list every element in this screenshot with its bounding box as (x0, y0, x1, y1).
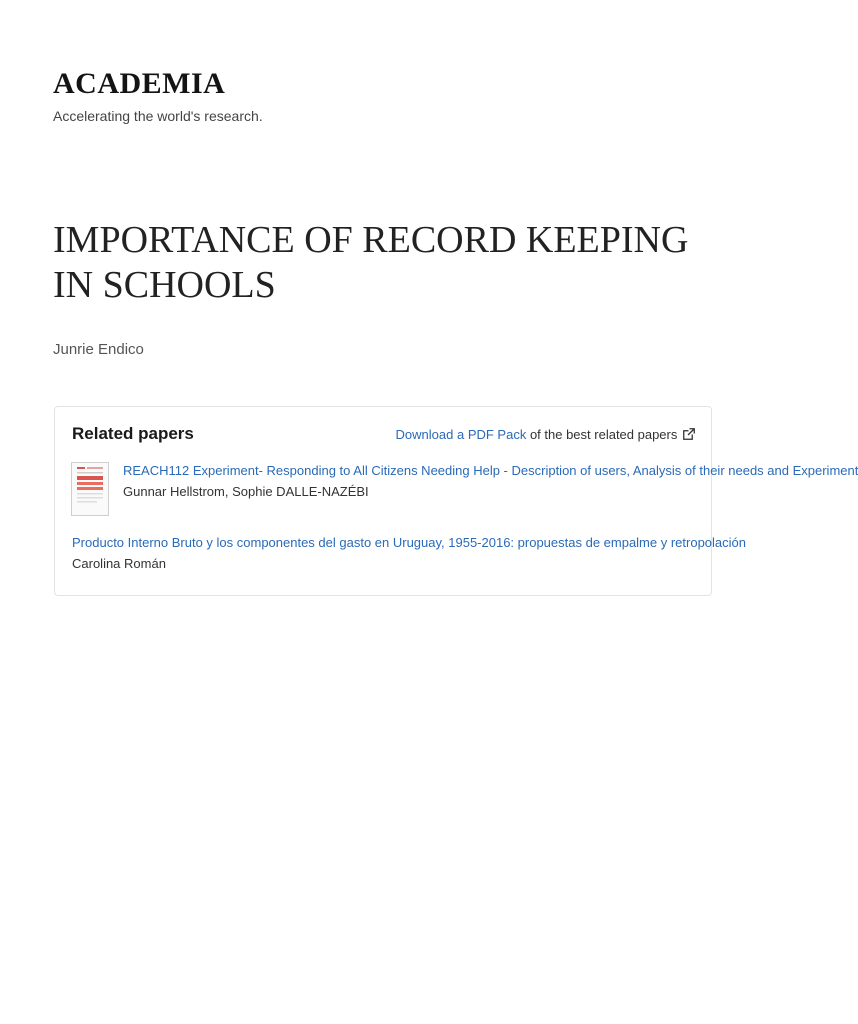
document-thumbnail-icon (72, 463, 108, 515)
related-papers-panel (54, 406, 858, 596)
external-link-icon[interactable] (683, 428, 695, 440)
tagline: Accelerating the world's research. (53, 108, 263, 124)
download-pdf-pack-link[interactable]: Download a PDF Pack (395, 427, 527, 442)
related-paper-authors: Gunnar Hellstrom, Sophie DALLE-NAZÉBI (123, 484, 369, 499)
academia-logo[interactable]: ACADEMIA (53, 67, 226, 100)
related-papers-heading: Related papers (72, 424, 194, 443)
pdf-pack-suffix: of the best related papers (526, 427, 678, 442)
related-paper-title[interactable]: Producto Interno Bruto y los componentes del gasto en Uruguay, 1955-2016: propuestas de empalme y retropolación (72, 535, 747, 550)
related-paper-authors: Carolina Román (72, 556, 166, 571)
document-title: IMPORTANCE OF RECORD KEEPING IN SCHOOLS (53, 219, 689, 306)
document-author: Junrie Endico (53, 341, 144, 358)
pdf-pack-line (396, 426, 695, 444)
paper-thumbnail[interactable] (71, 462, 109, 516)
related-paper-title[interactable]: REACH112 Experiment- Responding to All Citizens Needing Help - Description of users, Analysis of their needs and Experiment (123, 463, 858, 478)
